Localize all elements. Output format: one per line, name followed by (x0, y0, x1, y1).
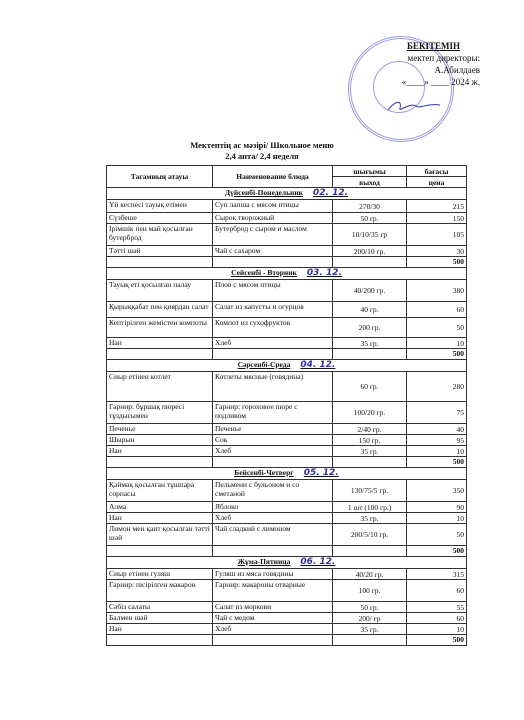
dish-name-kz: Ірімшік пен май қосылған бутерброд (107, 224, 213, 246)
dish-output: 1 шт (100 гр.) (333, 502, 407, 513)
dish-output: 100/20 гр. (333, 402, 407, 424)
dish-output: 200/ гр (333, 613, 407, 624)
dish-output: 35 гр. (333, 513, 407, 524)
dish-price: 50 (407, 318, 467, 338)
empty-cell (333, 546, 407, 557)
day-header-row (107, 360, 467, 372)
dish-price: 10 (407, 513, 467, 524)
dish-price: 30 (407, 246, 467, 257)
menu-row (107, 446, 467, 457)
dish-price: 150 (407, 213, 467, 224)
empty-cell (333, 349, 407, 360)
dish-name-ru: Сок (213, 435, 333, 446)
col-header-kz: Тағамның атауы (107, 166, 213, 188)
dish-price: 10 (407, 338, 467, 349)
menu-row (107, 480, 467, 502)
menu-row (107, 435, 467, 446)
menu-row (107, 318, 467, 338)
dish-name-kz: Кептірілген жемістен компоты (107, 318, 213, 338)
empty-cell (107, 257, 213, 268)
dish-price: 60 (407, 613, 467, 624)
day-date: 03. 12. (306, 268, 342, 278)
signature-mark (386, 98, 442, 114)
dish-name-kz: Тәтті шәй (107, 246, 213, 257)
day-total: 500 (407, 546, 467, 557)
col-header-ru: Наименование блюда (213, 166, 333, 188)
empty-cell (107, 349, 213, 360)
day-total: 500 (407, 635, 467, 646)
dish-name-ru: Печенье (213, 424, 333, 435)
dish-output: 200/10 гр. (333, 246, 407, 257)
dish-price: 380 (407, 280, 467, 302)
empty-cell (213, 546, 333, 557)
menu-row (107, 524, 467, 546)
dish-price: 60 (407, 302, 467, 318)
dish-price: 10 (407, 446, 467, 457)
dish-price: 10 (407, 624, 467, 635)
dish-price: 215 (407, 200, 467, 213)
menu-body (107, 188, 467, 646)
dish-name-ru: Яблоко (213, 502, 333, 513)
dish-name-kz: Нан (107, 338, 213, 349)
day-date: 05. 12. (303, 468, 339, 478)
menu-row (107, 424, 467, 435)
menu-table (106, 165, 467, 646)
day-date: 02. 12. (313, 188, 349, 198)
menu-row (107, 502, 467, 513)
dish-name-ru: Чай сладкий с лимоном (213, 524, 333, 546)
dish-name-kz: Лимон мен қант қосылған тәтті шәй (107, 524, 213, 546)
empty-cell (333, 457, 407, 468)
dish-name-ru: Бутерброд с сыром и маслом (213, 224, 333, 246)
day-header (107, 360, 467, 372)
menu-row (107, 302, 467, 318)
day-total-row (107, 349, 467, 360)
approval-block (340, 40, 520, 88)
dish-output: 40/200 гр. (333, 280, 407, 302)
dish-name-kz: Печенье (107, 424, 213, 435)
dish-price: 75 (407, 402, 467, 424)
dish-name-ru: Котлеты мясные (говядина) (213, 372, 333, 402)
day-header (107, 188, 467, 200)
menu-row (107, 246, 467, 257)
col-header-price-ru: цена (407, 177, 467, 188)
dish-price: 40 (407, 424, 467, 435)
empty-cell (107, 457, 213, 468)
dish-name-kz: Нан (107, 624, 213, 635)
dish-name-kz: Сиыр етінен гуляш (107, 569, 213, 580)
dish-price: 90 (407, 502, 467, 513)
dish-name-ru: Суп лапша с мясом птицы (213, 200, 333, 213)
day-total: 500 (407, 349, 467, 360)
col-header-price-kz: бағасы (407, 166, 467, 177)
dish-output: 40 гр. (333, 302, 407, 318)
dish-name-ru: Салат из капусты и огурцов (213, 302, 333, 318)
approval-date: «____» ____ 2024 ж. (401, 77, 480, 87)
dish-output: 35 гр. (333, 338, 407, 349)
dish-price: 95 (407, 435, 467, 446)
dish-name-kz: Сәбіз салаты (107, 602, 213, 613)
day-total-row (107, 457, 467, 468)
day-date: 04. 12. (300, 360, 336, 370)
dish-name-kz: Гарнир: бұршақ пюресі тұздығымен (107, 402, 213, 424)
director-name: А.Абилдаев (434, 65, 480, 75)
dish-output: 200/5/10 гр. (333, 524, 407, 546)
dish-name-kz: Шырын (107, 435, 213, 446)
dish-output: 50 гр. (333, 602, 407, 613)
dish-output: 10/10/35 гр (333, 224, 407, 246)
dish-name-ru: Пельмени с бульоном и со сметаной (213, 480, 333, 502)
dish-name-ru: Хлеб (213, 624, 333, 635)
day-name: Сәрсенбі-Среда (237, 360, 291, 369)
day-name: Сейсенбі - Вторник (231, 268, 297, 277)
dish-name-ru: Гарнир: гороховое пюре с подливом (213, 402, 333, 424)
menu-subtitle: 2,4 апта/ 2,4 неделя (225, 151, 299, 161)
col-header-out-ru: выход (333, 177, 407, 188)
menu-titles (0, 140, 524, 162)
dish-price: 50 (407, 524, 467, 546)
dish-name-ru: Хлеб (213, 513, 333, 524)
menu-row (107, 372, 467, 402)
day-header (107, 268, 467, 280)
dish-name-ru: Плов с мясом птицы (213, 280, 333, 302)
menu-row (107, 602, 467, 613)
dish-output: 150 гр. (333, 435, 407, 446)
dish-price: 280 (407, 372, 467, 402)
day-total-row (107, 546, 467, 557)
dish-name-kz: Нан (107, 513, 213, 524)
day-name: Жұма-Пятница (237, 557, 291, 566)
day-total: 500 (407, 257, 467, 268)
dish-output: 130/75/5 гр. (333, 480, 407, 502)
empty-cell (107, 546, 213, 557)
empty-cell (107, 635, 213, 646)
menu-row (107, 402, 467, 424)
menu-row (107, 580, 467, 602)
dish-name-kz: Қаймақ қосылған тұшпара сорпасы (107, 480, 213, 502)
menu-row (107, 569, 467, 580)
dish-name-kz: Қырыққабат пен қиярдан салат (107, 302, 213, 318)
day-total-row (107, 635, 467, 646)
dish-price: 105 (407, 224, 467, 246)
day-header-row (107, 188, 467, 200)
dish-output: 60 гр. (333, 372, 407, 402)
menu-row (107, 338, 467, 349)
dish-output: 200 гр. (333, 318, 407, 338)
day-total: 500 (407, 457, 467, 468)
day-name: Дүйсенбі-Понедельник (224, 188, 303, 197)
day-header-row (107, 557, 467, 569)
menu-row (107, 513, 467, 524)
dish-name-ru: Салат из моркови (213, 602, 333, 613)
dish-output: 50 гр. (333, 213, 407, 224)
menu-row (107, 200, 467, 213)
empty-cell (213, 635, 333, 646)
dish-output: 35 гр. (333, 446, 407, 457)
day-header (107, 557, 467, 569)
empty-cell (213, 257, 333, 268)
empty-cell (333, 635, 407, 646)
day-name: Бейсенбі-Четверг (234, 468, 294, 477)
day-header (107, 468, 467, 480)
dish-name-ru: Чай с сахаром (213, 246, 333, 257)
dish-name-kz: Тауық еті қосылған палау (107, 280, 213, 302)
dish-name-kz: Сиыр етінен котлет (107, 372, 213, 402)
dish-name-kz: Сүзбеше (107, 213, 213, 224)
day-header-row (107, 468, 467, 480)
dish-name-kz: Нан (107, 446, 213, 457)
menu-row (107, 624, 467, 635)
menu-row (107, 213, 467, 224)
empty-cell (213, 457, 333, 468)
dish-output: 100 гр. (333, 580, 407, 602)
col-header-out-kz: шығымы (333, 166, 407, 177)
empty-cell (333, 257, 407, 268)
dish-name-ru: Гарнир: макароны отварные (213, 580, 333, 602)
day-date: 06. 12. (300, 557, 336, 567)
dish-name-kz: Балмен шәй (107, 613, 213, 624)
menu-row (107, 280, 467, 302)
dish-price: 350 (407, 480, 467, 502)
dish-output: 35 гр. (333, 624, 407, 635)
dish-price: 55 (407, 602, 467, 613)
day-header-row (107, 268, 467, 280)
dish-name-ru: Хлеб (213, 446, 333, 457)
approval-title: БЕКІТЕМІН (407, 41, 460, 51)
dish-price: 60 (407, 580, 467, 602)
dish-name-ru: Сырок творожный (213, 213, 333, 224)
dish-name-ru: Хлеб (213, 338, 333, 349)
dish-output: 2/40 гр. (333, 424, 407, 435)
menu-title: Мектептің ас мәзірі/ Школьное меню (190, 140, 334, 150)
dish-price: 315 (407, 569, 467, 580)
dish-name-kz: Алма (107, 502, 213, 513)
dish-name-ru: Гуляш из мяса говядины (213, 569, 333, 580)
dish-name-ru: Чай с медом (213, 613, 333, 624)
menu-row (107, 613, 467, 624)
empty-cell (213, 349, 333, 360)
dish-name-kz: Үй кеспесі тауық етімен (107, 200, 213, 213)
menu-row (107, 224, 467, 246)
director-title: мектеп директоры: (407, 53, 480, 63)
dish-name-ru: Компот из сухофруктов (213, 318, 333, 338)
dish-output: 40/20 гр. (333, 569, 407, 580)
dish-name-kz: Гарнир: пісірілген макарон (107, 580, 213, 602)
dish-output: 270/30 (333, 200, 407, 213)
day-total-row (107, 257, 467, 268)
